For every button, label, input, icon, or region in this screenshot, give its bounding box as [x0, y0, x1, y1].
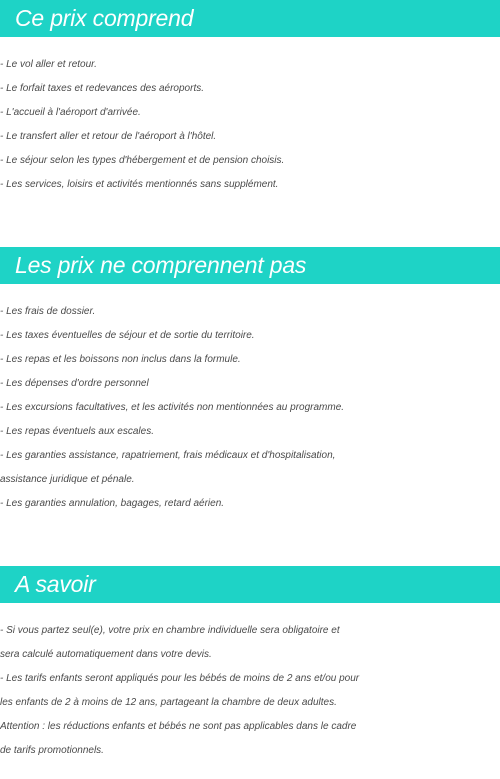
list-item: - Les tarifs enfants seront appliqués pour les bébés de moins de 2 ans et/ou pour	[0, 673, 360, 684]
list-item: - Les dépenses d'ordre personnel	[0, 378, 149, 389]
list-item: - Le vol aller et retour.	[0, 59, 97, 70]
list-item: - Les frais de dossier.	[0, 306, 96, 317]
list-item: - L'accueil à l'aéroport d'arrivée.	[0, 107, 141, 118]
section-header-ce-prix-comprend	[0, 0, 500, 37]
section-body-a-savoir	[0, 619, 500, 763]
note-text-continuation: de tarifs promotionnels.	[0, 745, 104, 756]
note-text: Attention : les réductions enfants et bébés ne sont pas applicables dans le cadre	[0, 721, 357, 732]
list-item: - Si vous partez seul(e), votre prix en chambre individuelle sera obligatoire et	[0, 625, 340, 636]
list-item-continuation: sera calculé automatiquement dans votre devis.	[0, 649, 212, 660]
list-item: - Les repas éventuels aux escales.	[0, 426, 154, 437]
list-item: - Le transfert aller et retour de l'aéroport à l'hôtel.	[0, 131, 217, 142]
list-item: - Les repas et les boissons non inclus dans la formule.	[0, 354, 241, 365]
section-body-les-prix-ne-comprennent-pas	[0, 300, 500, 516]
list-item-continuation: assistance juridique et pénale.	[0, 474, 135, 485]
list-item-continuation: les enfants de 2 à moins de 12 ans, partageant la chambre de deux adultes.	[0, 697, 337, 708]
section-header-les-prix-ne-comprennent-pas	[0, 247, 500, 284]
list-item: - Le séjour selon les types d'hébergement et de pension choisis.	[0, 155, 285, 166]
section-body-ce-prix-comprend	[0, 53, 500, 197]
section-title: Les prix ne comprennent pas	[15, 252, 307, 278]
section-title: A savoir	[15, 571, 96, 597]
list-item: - Les taxes éventuelles de séjour et de sortie du territoire.	[0, 330, 255, 341]
section-header-a-savoir	[0, 566, 500, 603]
list-item: - Les services, loisirs et activités mentionnés sans supplément.	[0, 179, 279, 190]
section-title: Ce prix comprend	[15, 5, 194, 31]
list-item: - Le forfait taxes et redevances des aéroports.	[0, 83, 204, 94]
list-item: - Les excursions facultatives, et les activités non mentionnées au programme.	[0, 402, 345, 413]
list-item: - Les garanties assistance, rapatriement, frais médicaux et d'hospitalisation,	[0, 450, 336, 461]
list-item: - Les garanties annulation, bagages, retard aérien.	[0, 498, 225, 509]
